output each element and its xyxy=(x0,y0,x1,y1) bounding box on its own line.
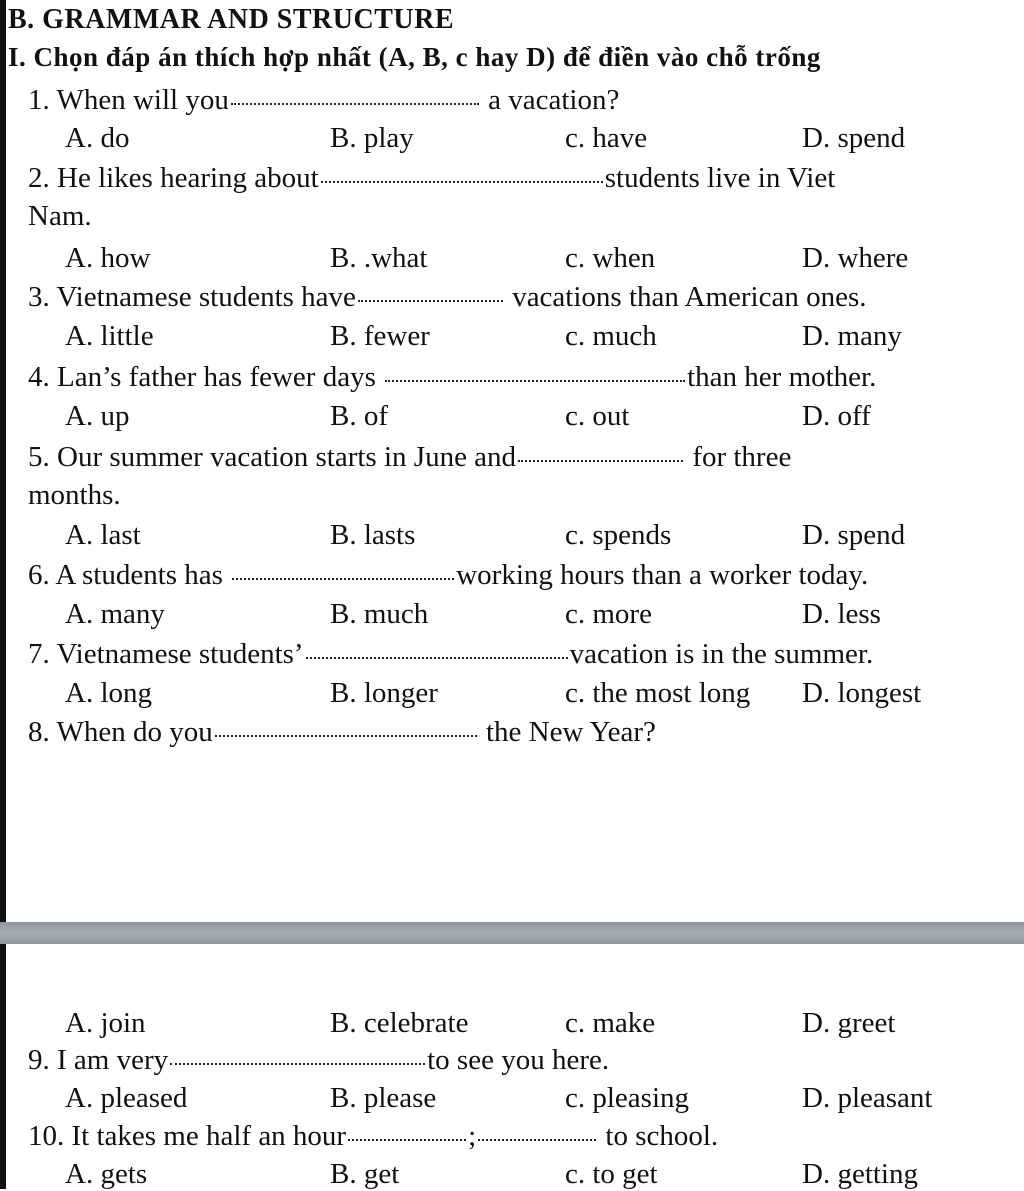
q2-option-d: D. where xyxy=(802,242,909,274)
q7-option-b: B. longer xyxy=(330,677,438,709)
q1-option-d: D. spend xyxy=(802,122,906,154)
q5-option-b: B. lasts xyxy=(330,519,416,551)
question-2: 2. He likes hearing about students live in Viet xyxy=(28,162,836,194)
question-2-wrap: Nam. xyxy=(28,200,92,232)
q7-option-d: D. longest xyxy=(802,677,922,709)
q9-option-a: A. pleased xyxy=(65,1082,188,1114)
question-8: 8. When do you the New Year? xyxy=(28,716,656,748)
q8-option-c: c. make xyxy=(565,1007,656,1039)
question-4: 4. Lan’s father has fewer days than her mother. xyxy=(28,361,877,393)
q1-option-c: c. have xyxy=(565,122,648,154)
q9-option-d: D. pleasant xyxy=(802,1082,933,1114)
q4-option-b: B. of xyxy=(330,400,388,432)
q2-option-c: c. when xyxy=(565,242,656,274)
q8-option-d: D. greet xyxy=(802,1007,896,1039)
question-6: 6. A students has working hours than a worker today. xyxy=(28,559,869,591)
q3-option-b: B. fewer xyxy=(330,320,430,352)
q4-option-a: A. up xyxy=(65,400,130,432)
q6-option-d: D. less xyxy=(802,598,881,630)
q8-option-a: A. join xyxy=(65,1007,146,1039)
question-1: 1. When will you a vacation? xyxy=(28,84,620,116)
q3-option-a: A. little xyxy=(65,320,154,352)
q6-option-a: A. many xyxy=(65,598,165,630)
left-edge-border xyxy=(0,0,6,1189)
question-5-wrap: months. xyxy=(28,479,121,511)
q9-option-c: c. pleasing xyxy=(565,1082,690,1114)
screenshot-divider xyxy=(0,922,1024,944)
question-5: 5. Our summer vacation starts in June and for three xyxy=(28,441,792,473)
q2-option-a: A. how xyxy=(65,242,151,274)
q4-option-c: c. out xyxy=(565,400,630,432)
q3-option-c: c. much xyxy=(565,320,657,352)
q7-option-a: A. long xyxy=(65,677,152,709)
q5-option-a: A. last xyxy=(65,519,141,551)
question-3: 3. Vietnamese students have vacations than American ones. xyxy=(28,281,867,313)
q1-option-a: A. do xyxy=(65,122,130,154)
q6-option-c: c. more xyxy=(565,598,652,630)
q5-option-d: D. spend xyxy=(802,519,906,551)
q10-option-b: B. get xyxy=(330,1158,400,1190)
q4-option-d: D. off xyxy=(802,400,871,432)
q5-option-c: c. spends xyxy=(565,519,672,551)
instruction: I. Chọn đáp án thích hợp nhất (A, B, c hay D) để điền vào chỗ trống xyxy=(8,42,821,72)
q6-option-b: B. much xyxy=(330,598,429,630)
question-10: 10. It takes me half an hour ; to school. xyxy=(28,1120,719,1152)
q7-option-c: c. the most long xyxy=(565,677,751,709)
q10-option-c: c. to get xyxy=(565,1158,658,1190)
q10-option-a: A. gets xyxy=(65,1158,148,1190)
q2-option-b: B. .what xyxy=(330,242,428,274)
question-7: 7. Vietnamese students’ vacation is in the summer. xyxy=(28,638,874,670)
q1-option-b: B. play xyxy=(330,122,414,154)
q8-option-b: B. celebrate xyxy=(330,1007,469,1039)
section-title: B. GRAMMAR AND STRUCTURE xyxy=(8,4,455,35)
q10-option-d: D. getting xyxy=(802,1158,918,1190)
q9-option-b: B. please xyxy=(330,1082,437,1114)
q3-option-d: D. many xyxy=(802,320,902,352)
question-9: 9. I am very to see you here. xyxy=(28,1044,610,1076)
